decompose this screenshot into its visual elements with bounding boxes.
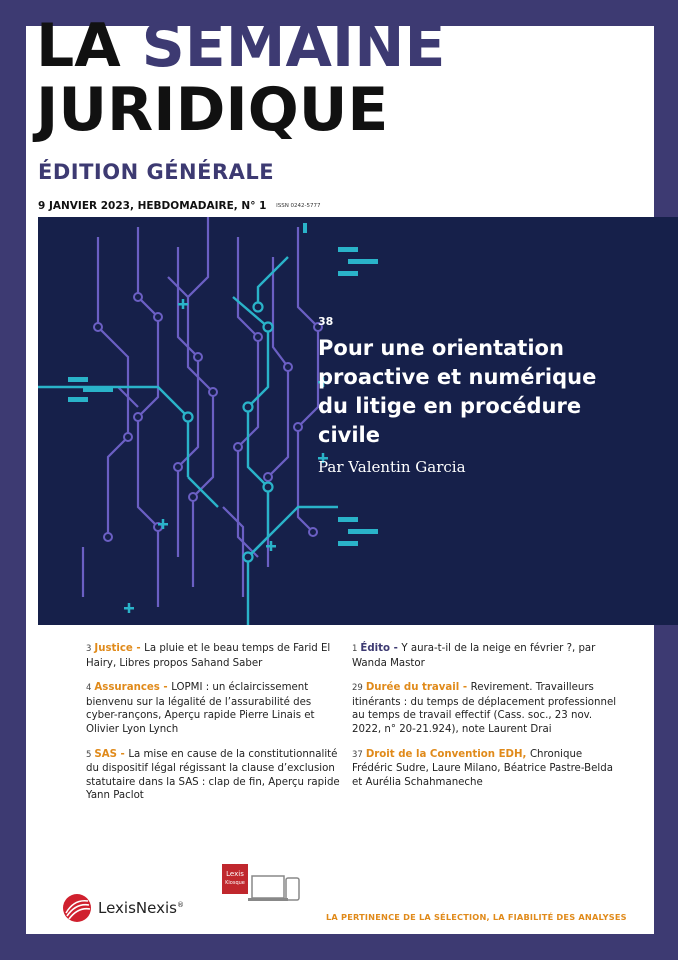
item-text: LOPMI : un éclaircissement bienvenu sur la légalité de l’assurabilité des cyber-rançons, Aperçu rapide Pierre Linais et Olivier Lyon Lynch: [86, 682, 315, 735]
item-sep: -: [132, 643, 145, 654]
title-line-1: [36, 11, 446, 81]
edition-label: ÉDITION GÉNÉRALE: [38, 160, 275, 184]
item-heading: Justice: [94, 643, 133, 654]
title-la: LA: [36, 11, 121, 81]
lexisnexis-emblem-icon: [62, 893, 92, 923]
item-sep: -: [390, 643, 402, 654]
item-page: 29: [352, 683, 363, 694]
hero-banner: [38, 217, 678, 625]
item-heading: Édito: [360, 643, 391, 654]
dateline: [38, 200, 321, 212]
item-page: 1: [352, 644, 358, 654]
hero-title[interactable]: Pour une orientation proactive et numérique du litige en procédure civile: [318, 336, 597, 447]
title-semaine: SEMAINE: [141, 11, 446, 81]
kiosque-badge: Lexis Kiosque: [222, 864, 248, 894]
item-page: 37: [352, 749, 363, 760]
summary-right: [352, 642, 622, 800]
masthead: [36, 11, 446, 145]
summary-item[interactable]: [352, 681, 622, 736]
item-text: Y aura-t-il de la neige en février ?, par Wanda Mastor: [352, 643, 596, 669]
title-juridique: JURIDIQUE: [36, 75, 389, 145]
item-text: La pluie et le beau temps de Farid El Hairy, Libres propos Sahand Saber: [86, 643, 331, 669]
item-sep: -: [116, 748, 129, 760]
summary-left: [86, 642, 340, 814]
issue-date: 9 JANVIER 2023, HEBDOMADAIRE, N° 1: [38, 200, 267, 212]
item-page: 3: [86, 644, 92, 654]
tagline: LA PERTINENCE DE LA SÉLECTION, LA FIABILITÉ DES ANALYSES: [326, 912, 627, 922]
item-text: Revirement. Travailleurs itinérants : du temps de déplacement professionnel au temps de travail effectif (Cass. soc., 23 nov. 2022, n° 20-21.924), note Laurent Drai: [352, 682, 617, 735]
item-sep: -: [159, 682, 172, 694]
summary-item[interactable]: [86, 748, 340, 803]
item-text: Chronique Frédéric Sudre, Laure Milano, Béatrice Pastre-Belda et Aurélia Schahmaneche: [352, 748, 613, 788]
summary-item[interactable]: [352, 748, 622, 790]
hero-page-number: 38: [318, 315, 334, 328]
lexisnexis-logo: [62, 893, 184, 923]
item-page: 5: [86, 749, 92, 760]
summary-item[interactable]: [86, 681, 340, 736]
item-text: La mise en cause de la constitutionnalité du dispositif légal régissant la clause d’exclusion statutaire dans la SAS : clap de fin, Aperçu rapide Yann Paclot: [86, 748, 340, 802]
item-heading: Droit de la Convention EDH,: [365, 748, 527, 760]
issn: ISSN 0242-5777: [276, 203, 321, 209]
summary-item[interactable]: [352, 642, 622, 670]
item-page: 4: [86, 683, 92, 694]
item-heading: SAS: [94, 748, 117, 760]
hero-author: Par Valentin Garcia: [318, 458, 466, 476]
summary-item[interactable]: [86, 642, 340, 670]
hero-article[interactable]: [318, 315, 618, 476]
item-heading: Durée du travail: [365, 682, 460, 694]
item-heading: Assurances: [94, 682, 160, 694]
item-sep: -: [459, 682, 471, 694]
logo-text: LexisNexis®: [98, 899, 184, 917]
devices-icon: [222, 864, 302, 924]
